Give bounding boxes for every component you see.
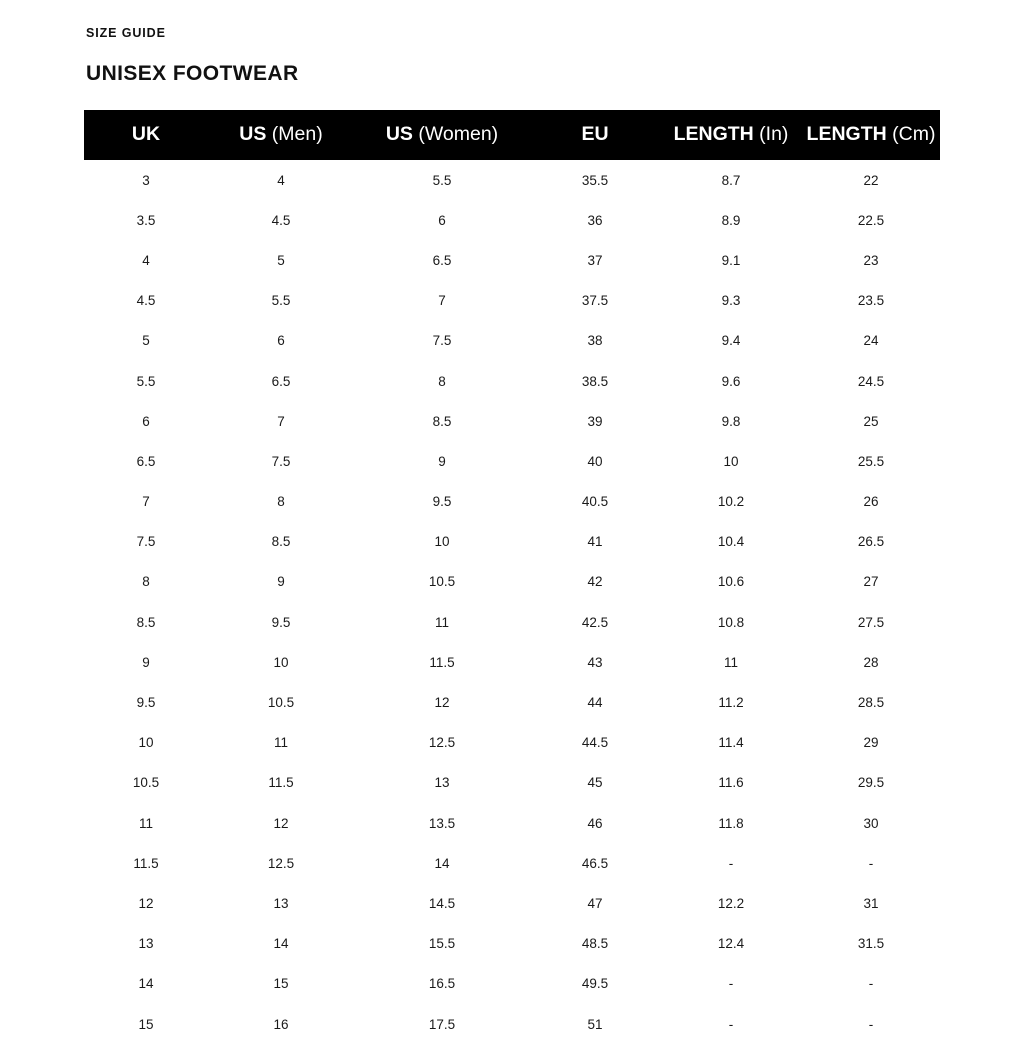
table-cell: 11.6: [660, 763, 802, 803]
table-row: [84, 401, 940, 441]
table-cell: 28.5: [802, 682, 940, 722]
column-header-main-1: US: [239, 123, 267, 145]
table-cell: 5.5: [84, 361, 208, 401]
table-row: [84, 803, 940, 843]
table-cell: 10.8: [660, 602, 802, 642]
table-cell: 10.5: [84, 763, 208, 803]
column-header-2: [354, 110, 530, 160]
column-header-main-5: LENGTH: [806, 123, 887, 145]
table-row: [84, 281, 940, 321]
table-cell: 9.5: [354, 482, 530, 522]
table-cell: 10: [354, 522, 530, 562]
eyebrow-label: SIZE GUIDE: [86, 26, 166, 40]
table-cell: 11.4: [660, 723, 802, 763]
table-cell: 14.5: [354, 883, 530, 923]
table-cell: 12.5: [208, 843, 354, 883]
table-cell: 5: [208, 240, 354, 280]
table-cell: 9.1: [660, 240, 802, 280]
table-cell: 8.5: [208, 522, 354, 562]
table-cell: 35.5: [530, 160, 660, 200]
table-cell: 6.5: [208, 361, 354, 401]
table-cell: 10: [84, 723, 208, 763]
table-cell: 3: [84, 160, 208, 200]
table-cell: 4: [208, 160, 354, 200]
table-cell: 7: [208, 401, 354, 441]
table-cell: 10: [208, 642, 354, 682]
table-cell: 37.5: [530, 281, 660, 321]
table-row: [84, 160, 940, 200]
table-row: [84, 562, 940, 602]
table-cell: 8: [84, 562, 208, 602]
table-row: [84, 522, 940, 562]
table-cell: 11.5: [84, 843, 208, 883]
column-header-5: [802, 110, 940, 160]
table-cell: 28: [802, 642, 940, 682]
table-cell: 9.5: [84, 682, 208, 722]
table-cell: 4: [84, 240, 208, 280]
table-cell: 7: [84, 482, 208, 522]
table-cell: 7.5: [354, 321, 530, 361]
table-cell: 12: [208, 803, 354, 843]
page-title: UNISEX FOOTWEAR: [86, 62, 299, 85]
table-cell: 12: [84, 883, 208, 923]
table-cell: 8.5: [84, 602, 208, 642]
table-cell: 11: [208, 723, 354, 763]
size-chart-table: [84, 110, 940, 1044]
table-cell: 3.5: [84, 200, 208, 240]
table-cell: 47: [530, 883, 660, 923]
table-cell: 10.2: [660, 482, 802, 522]
column-header-main-0: UK: [131, 123, 161, 145]
table-cell: -: [802, 964, 940, 1004]
table-cell: 24: [802, 321, 940, 361]
table-row: [84, 843, 940, 883]
table-cell: 29: [802, 723, 940, 763]
table-cell: 39: [530, 401, 660, 441]
table-cell: 25.5: [802, 441, 940, 481]
column-header-qualifier-2: (Women): [412, 123, 499, 145]
table-cell: 42: [530, 562, 660, 602]
table-row: [84, 200, 940, 240]
table-cell: 29.5: [802, 763, 940, 803]
table-cell: 14: [354, 843, 530, 883]
table-cell: 10.4: [660, 522, 802, 562]
table-cell: 31.5: [802, 924, 940, 964]
table-row: [84, 482, 940, 522]
column-header-main-4: LENGTH: [673, 123, 754, 145]
table-cell: 10.6: [660, 562, 802, 602]
table-cell: 9.5: [208, 602, 354, 642]
table-cell: 37: [530, 240, 660, 280]
table-row: [84, 240, 940, 280]
table-cell: 8.7: [660, 160, 802, 200]
table-cell: 45: [530, 763, 660, 803]
table-cell: 46: [530, 803, 660, 843]
column-header-qualifier-4: (In): [753, 123, 789, 145]
table-cell: 13.5: [354, 803, 530, 843]
table-cell: 9: [84, 642, 208, 682]
table-cell: 11: [354, 602, 530, 642]
table-cell: 16: [208, 1004, 354, 1044]
table-cell: 43: [530, 642, 660, 682]
table-cell: 22: [802, 160, 940, 200]
table-cell: 25: [802, 401, 940, 441]
table-cell: 9.8: [660, 401, 802, 441]
table-row: [84, 883, 940, 923]
table-cell: 6: [354, 200, 530, 240]
table-cell: 24.5: [802, 361, 940, 401]
table-row: [84, 682, 940, 722]
table-cell: 4.5: [208, 200, 354, 240]
column-header-1: [208, 110, 354, 160]
table-cell: 15: [84, 1004, 208, 1044]
table-cell: 15.5: [354, 924, 530, 964]
table-cell: 38: [530, 321, 660, 361]
table-cell: 12.2: [660, 883, 802, 923]
table-cell: -: [660, 964, 802, 1004]
table-cell: 22.5: [802, 200, 940, 240]
table-cell: 10: [660, 441, 802, 481]
table-row: [84, 441, 940, 481]
table-row: [84, 361, 940, 401]
table-row: [84, 321, 940, 361]
table-cell: 11: [84, 803, 208, 843]
table-cell: 9: [354, 441, 530, 481]
table-cell: 6: [84, 401, 208, 441]
table-cell: 7.5: [208, 441, 354, 481]
table-row: [84, 723, 940, 763]
table-row: [84, 763, 940, 803]
table-cell: 44.5: [530, 723, 660, 763]
table-cell: 6.5: [84, 441, 208, 481]
table-cell: 27.5: [802, 602, 940, 642]
table-cell: 8: [354, 361, 530, 401]
table-cell: 17.5: [354, 1004, 530, 1044]
table-cell: 23.5: [802, 281, 940, 321]
table-cell: 30: [802, 803, 940, 843]
table-cell: 26: [802, 482, 940, 522]
table-row: [84, 964, 940, 1004]
column-header-3: [530, 110, 660, 160]
table-cell: 12.4: [660, 924, 802, 964]
table-cell: 7: [354, 281, 530, 321]
table-cell: 12.5: [354, 723, 530, 763]
table-cell: 9.4: [660, 321, 802, 361]
table-cell: 11.2: [660, 682, 802, 722]
table-cell: 5.5: [354, 160, 530, 200]
table-cell: 13: [208, 883, 354, 923]
table-cell: 11.5: [208, 763, 354, 803]
table-row: [84, 642, 940, 682]
table-cell: 14: [208, 924, 354, 964]
table-cell: -: [802, 843, 940, 883]
column-header-4: [660, 110, 802, 160]
table-cell: 36: [530, 200, 660, 240]
table-cell: 31: [802, 883, 940, 923]
table-cell: 49.5: [530, 964, 660, 1004]
table-cell: 11: [660, 642, 802, 682]
column-header-qualifier-5: (Cm): [886, 123, 936, 145]
table-row: [84, 602, 940, 642]
table-cell: 44: [530, 682, 660, 722]
table-header-row: [84, 110, 940, 160]
table-cell: 12: [354, 682, 530, 722]
table-cell: 27: [802, 562, 940, 602]
table-row: [84, 924, 940, 964]
table-cell: -: [802, 1004, 940, 1044]
table-cell: -: [660, 1004, 802, 1044]
table-cell: 15: [208, 964, 354, 1004]
column-header-qualifier-1: (Men): [266, 123, 323, 145]
table-cell: 42.5: [530, 602, 660, 642]
table-cell: 13: [84, 924, 208, 964]
table-cell: 5.5: [208, 281, 354, 321]
table-body: [84, 160, 940, 1044]
table-cell: 10.5: [354, 562, 530, 602]
table-cell: 41: [530, 522, 660, 562]
table-cell: 23: [802, 240, 940, 280]
table-cell: 5: [84, 321, 208, 361]
table-cell: 4.5: [84, 281, 208, 321]
table-cell: 14: [84, 964, 208, 1004]
table-cell: 40.5: [530, 482, 660, 522]
table-cell: 9: [208, 562, 354, 602]
table-cell: 8.5: [354, 401, 530, 441]
table-cell: 6.5: [354, 240, 530, 280]
table-cell: 38.5: [530, 361, 660, 401]
table-cell: 8: [208, 482, 354, 522]
table-cell: 13: [354, 763, 530, 803]
table-cell: 48.5: [530, 924, 660, 964]
table-cell: 7.5: [84, 522, 208, 562]
table-cell: 51: [530, 1004, 660, 1044]
table-cell: 11.8: [660, 803, 802, 843]
table-cell: 9.6: [660, 361, 802, 401]
table-cell: -: [660, 843, 802, 883]
table-cell: 16.5: [354, 964, 530, 1004]
column-header-main-3: EU: [581, 123, 609, 145]
table-cell: 11.5: [354, 642, 530, 682]
table-cell: 10.5: [208, 682, 354, 722]
table-cell: 8.9: [660, 200, 802, 240]
table-cell: 6: [208, 321, 354, 361]
column-header-main-2: US: [385, 123, 413, 145]
table-header: [84, 110, 940, 160]
table-cell: 40: [530, 441, 660, 481]
table-cell: 46.5: [530, 843, 660, 883]
column-header-0: [84, 110, 208, 160]
table-cell: 9.3: [660, 281, 802, 321]
table-cell: 26.5: [802, 522, 940, 562]
